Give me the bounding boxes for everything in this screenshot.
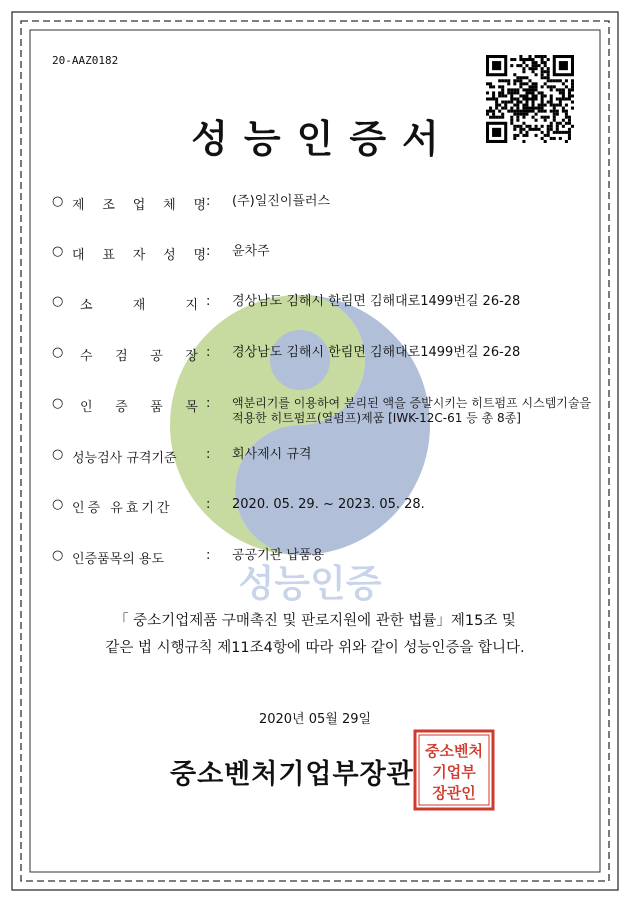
svg-text:중소벤처: 중소벤처 [425,742,483,760]
field-value: 경상남도 김해시 한림면 김해대로1499번길 26-28 [232,345,521,360]
bullet-icon: ○ [52,497,64,512]
statement-line-1: 「 중소기업제품 구매촉진 및 판로지원에 관한 법률」제15조 및 [114,613,516,629]
bullet-icon: ○ [52,194,64,209]
field-label: 인증품목의 용도 [72,552,165,567]
field-value: 액분리기를 이용하여 분리된 액을 증발시키는 히트펌프 시스템기술을 적용한 히트펌프(열펌프)제품 [IWK-12C-61 등 총 8종] [232,396,592,425]
label-colon: : [206,244,211,259]
svg-text:장관인: 장관인 [432,784,476,802]
document-number: 20-AAZ0182 [52,54,119,67]
label-colon: : [206,294,211,309]
official-seal-icon [412,728,496,812]
watermark-text: 성능인증 [238,562,382,605]
label-colon: : [206,194,211,209]
field-value: 윤차주 [232,244,270,259]
field-label: 인증 유효기간 [72,501,173,516]
svg-text:기업부: 기업부 [432,763,476,781]
field-label: 수 검 공 장 [80,349,198,364]
label-colon: : [206,497,211,512]
page-title: 성능인증서 [191,116,455,161]
label-colon: : [206,447,211,462]
label-colon: : [206,548,211,563]
field-label: 제 조 업 체 명 [72,198,206,213]
field-value: 공공기관 납품용 [232,548,325,563]
field-value: 경상남도 김해시 한림면 김해대로1499번길 26-28 [232,294,521,309]
field-label: 성능검사 규격기준 [72,451,177,466]
issue-date: 2020년 05월 29일 [258,712,372,727]
bullet-icon: ○ [52,548,64,563]
field-label: 소 재 지 [80,298,198,313]
statement-line-2: 같은 법 시행규칙 제11조4항에 따라 위와 같이 성능인증을 합니다. [105,640,525,656]
bullet-icon: ○ [52,244,64,259]
field-value: (주)일진이플러스 [232,194,331,209]
field-value: 2020. 05. 29. ~ 2023. 05. 28. [232,497,425,512]
field-value: 회사제시 규격 [232,447,312,462]
bullet-icon: ○ [52,294,64,309]
bullet-icon: ○ [52,396,64,411]
bullet-icon: ○ [52,447,64,462]
bullet-icon: ○ [52,345,64,360]
issuer-name: 중소벤처기업부장관 [170,759,414,790]
field-label: 대 표 자 성 명 [72,248,206,263]
label-colon: : [206,396,211,411]
field-label: 인 증 품 목 [80,400,198,415]
label-colon: : [206,345,211,360]
